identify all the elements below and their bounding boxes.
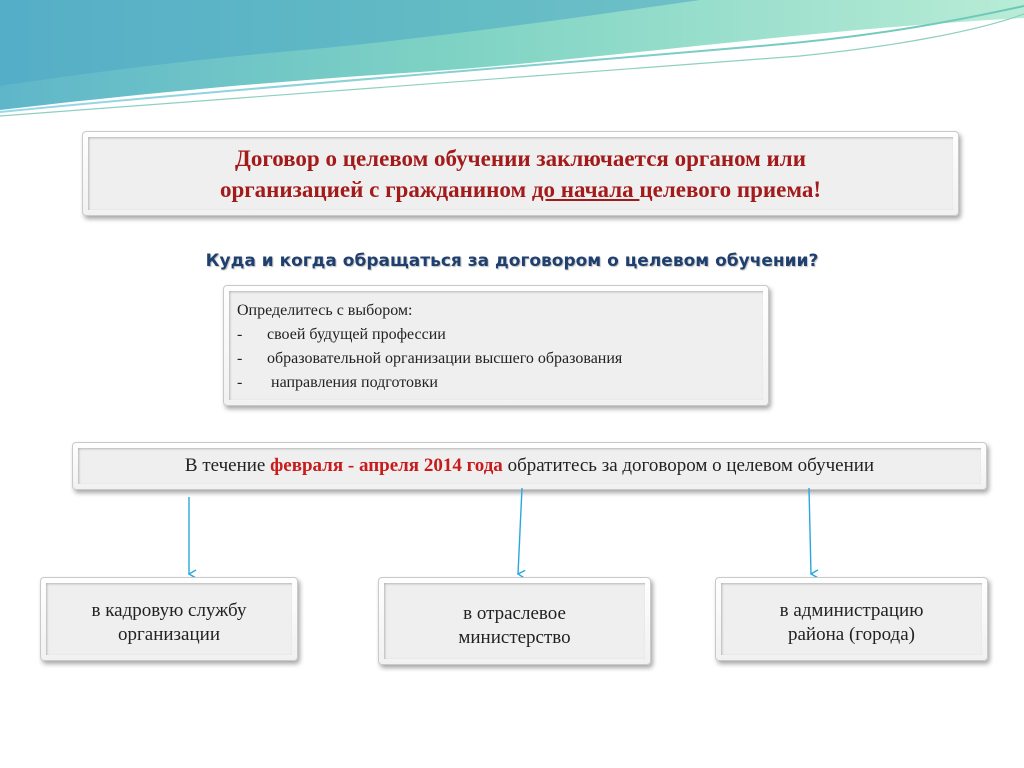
destination-ministry-line-2: министерство bbox=[458, 627, 571, 648]
list-item bbox=[237, 371, 755, 395]
list-bullet: - bbox=[237, 326, 243, 343]
headline-line-2 bbox=[220, 174, 821, 205]
period-pre: В течение bbox=[184, 455, 271, 476]
destination-hr-line-2: организации bbox=[117, 624, 220, 645]
headline-box bbox=[82, 131, 959, 216]
headline-underlined: до начала bbox=[531, 176, 640, 202]
destination-administration-line-2: района (города) bbox=[788, 624, 915, 645]
destination-administration-line-1: в администрацию bbox=[779, 600, 924, 621]
destination-hr-line-1: в кадровую службу bbox=[91, 600, 247, 621]
arrow-3 bbox=[809, 488, 811, 574]
destination-administration-box bbox=[715, 577, 988, 661]
list-item bbox=[237, 323, 755, 347]
arrow-2 bbox=[518, 488, 522, 574]
destination-ministry-box bbox=[378, 577, 651, 665]
destination-ministry-line-1: в отраслевое bbox=[463, 603, 566, 624]
period-highlight: февраля - апреля 2014 года bbox=[270, 455, 503, 476]
destination-hr-box bbox=[40, 577, 298, 661]
headline-line-1: Договор о целевом обучении заключается органом или bbox=[235, 145, 806, 171]
period-post: обратитесь за договором о целевом обучении bbox=[502, 455, 875, 476]
headline-line-2-post: целевого приема! bbox=[639, 176, 822, 202]
question-heading: Куда и когда обращаться за договором о целевом обучении? bbox=[205, 251, 819, 271]
list-item-text: направления подготовки bbox=[267, 374, 438, 391]
list-bullet: - bbox=[237, 374, 243, 391]
list-item bbox=[237, 347, 755, 371]
list-bullet: - bbox=[237, 350, 243, 367]
choose-box bbox=[223, 285, 769, 406]
list-item-text: своей будущей профессии bbox=[267, 326, 446, 343]
choose-title: Определитесь с выбором: bbox=[237, 302, 413, 319]
headline-line-2-pre: организацией с гражданином bbox=[219, 176, 532, 202]
decorative-wave-banner bbox=[0, 0, 1024, 120]
period-box bbox=[72, 442, 987, 490]
list-item-text: образовательной организации высшего образования bbox=[267, 350, 623, 367]
